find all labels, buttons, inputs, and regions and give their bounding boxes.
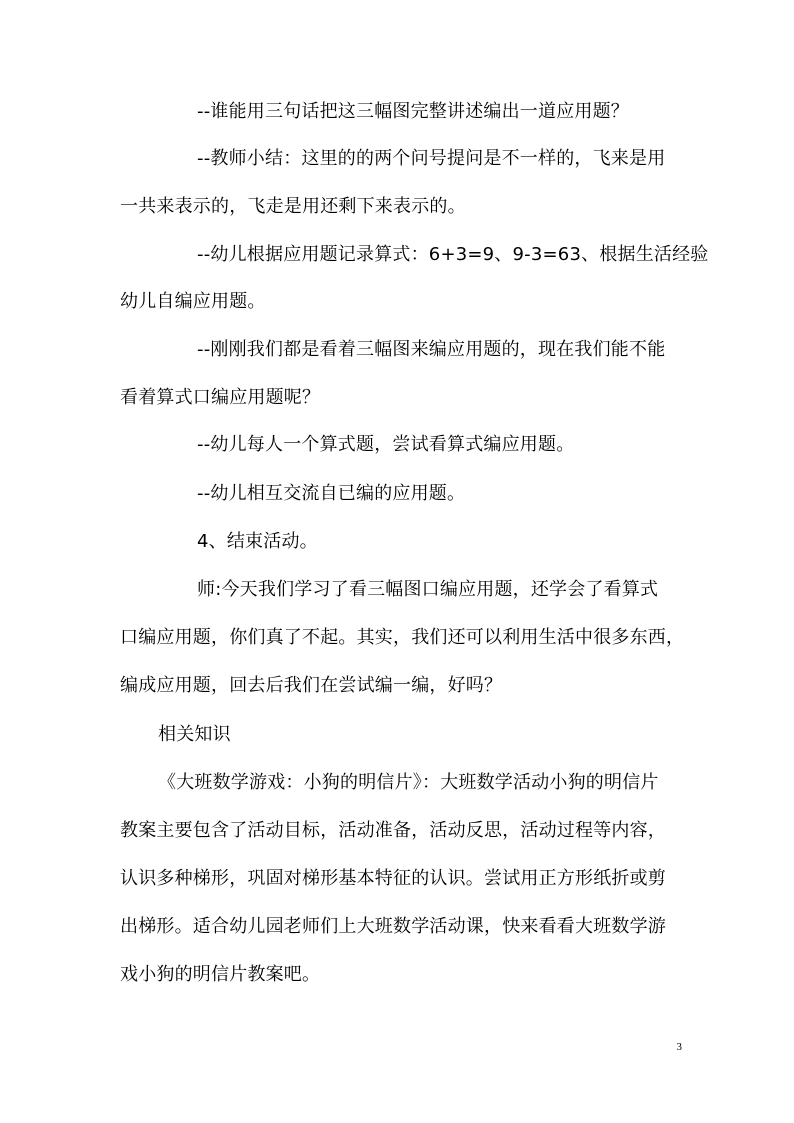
text-line-7: 看着算式口编应用题呢？ (120, 387, 321, 408)
text-line-9: --幼儿相互交流自已编的应用题。 (197, 483, 466, 504)
text-line-12: 口编应用题，你们真了不起。其实，我们还可以利用生活中很多东西， (120, 627, 685, 648)
text-line-5: 幼儿自编应用题。 (120, 291, 266, 312)
text-line-13: 编成应用题，回去后我们在尝试编一编，好吗？ (120, 675, 503, 696)
text-line-11: 师:今天我们学习了看三幅图口编应用题，还学会了看算式 (197, 579, 659, 600)
text-line-18: 出梯形。适合幼儿园老师们上大班数学活动课，快来看看大班数学游 (120, 916, 666, 937)
text-line-16: 教案主要包含了活动目标，活动准备，活动反思，活动过程等内容， (120, 820, 666, 841)
text-line-3: 一共来表示的，飞走是用还剩下来表示的。 (120, 196, 466, 217)
text-line-15: 《大班数学游戏：小狗的明信片》：大班数学活动小狗的明信片 (158, 772, 659, 793)
text-line-4: --幼儿根据应用题记录算式：6+3=9、9-3=63、根据生活经验 (197, 244, 709, 265)
text-line-17: 认识多种梯形，巩固对梯形基本特征的认识。尝试用正方形纸折或剪 (120, 868, 666, 889)
text-line-19: 戏小狗的明信片教案吧。 (120, 964, 321, 985)
section-heading-related-knowledge: 相关知识 (158, 724, 231, 745)
text-line-6: --刚刚我们都是看着三幅图来编应用题的，现在我们能不能 (197, 339, 666, 360)
text-line-8: --幼儿每人一个算式题，尝试看算式编应用题。 (197, 434, 575, 455)
section-heading-end-activity: 4、结束活动。 (197, 531, 318, 552)
text-line-2: --教师小结：这里的的两个问号提问是不一样的，飞来是用 (197, 148, 666, 169)
page-number: 3 (676, 1041, 682, 1053)
text-line-1: --谁能用三句话把这三幅图完整讲述编出一道应用题？ (197, 101, 629, 122)
